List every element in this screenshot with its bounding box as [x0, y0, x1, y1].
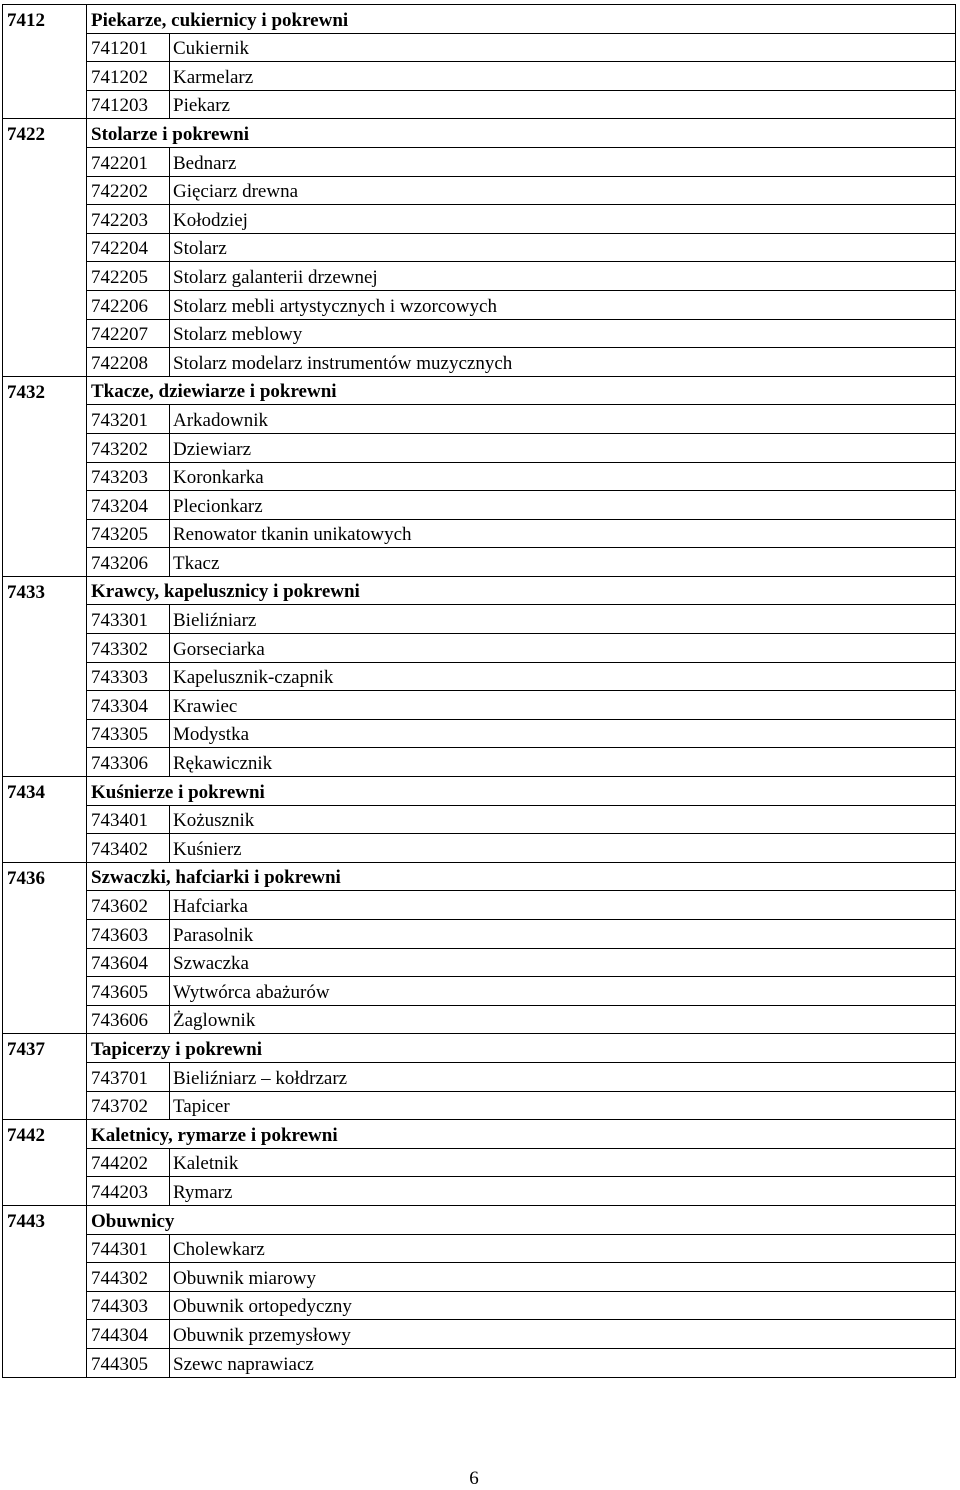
group-title: Tkacze, dziewiarze i pokrewni [87, 376, 956, 405]
occupation-name: Stolarz [170, 233, 956, 262]
group-row [3, 576, 956, 605]
group-spacer-cell [3, 805, 87, 834]
table-row [3, 348, 956, 377]
occupation-code: 743701 [87, 1062, 170, 1091]
table-row [3, 405, 956, 434]
occupation-name: Gięciarz drewna [170, 176, 956, 205]
group-spacer-cell [3, 548, 87, 577]
occupation-code: 741201 [87, 33, 170, 62]
group-code: 7433 [3, 576, 87, 605]
group-code: 7432 [3, 376, 87, 405]
table-row [3, 1005, 956, 1034]
table-row [3, 1062, 956, 1091]
occupation-code: 742207 [87, 319, 170, 348]
occupation-name: Krawiec [170, 691, 956, 720]
table-row [3, 1177, 956, 1206]
occupation-code: 742201 [87, 147, 170, 176]
table-row [3, 319, 956, 348]
table-row [3, 920, 956, 949]
table-row [3, 805, 956, 834]
occupation-name: Szewc naprawiacz [170, 1348, 956, 1377]
occupation-code: 743306 [87, 748, 170, 777]
occupation-code: 743302 [87, 634, 170, 663]
group-title: Krawcy, kapelusznicy i pokrewni [87, 576, 956, 605]
occupation-code: 741203 [87, 90, 170, 119]
group-spacer-cell [3, 1234, 87, 1263]
occupation-code: 744305 [87, 1348, 170, 1377]
group-row [3, 1205, 956, 1234]
group-spacer-cell [3, 834, 87, 863]
group-spacer-cell [3, 519, 87, 548]
group-spacer-cell [3, 948, 87, 977]
occupation-name: Obuwnik przemysłowy [170, 1320, 956, 1349]
occupation-name: Plecionkarz [170, 491, 956, 520]
table-row [3, 1091, 956, 1120]
group-code: 7443 [3, 1205, 87, 1234]
table-row [3, 605, 956, 634]
table-row [3, 90, 956, 119]
group-code: 7422 [3, 119, 87, 148]
occupation-code: 743602 [87, 891, 170, 920]
occupation-name: Renowator tkanin unikatowych [170, 519, 956, 548]
table-row [3, 1234, 956, 1263]
table-row [3, 948, 956, 977]
occupation-code: 743204 [87, 491, 170, 520]
group-spacer-cell [3, 1148, 87, 1177]
occupation-code: 742202 [87, 176, 170, 205]
occupation-name: Kożusznik [170, 805, 956, 834]
occupation-code: 742206 [87, 290, 170, 319]
occupation-code: 744302 [87, 1263, 170, 1292]
group-row [3, 5, 956, 34]
occupation-name: Karmelarz [170, 62, 956, 91]
occupation-code: 744301 [87, 1234, 170, 1263]
group-spacer-cell [3, 891, 87, 920]
table-row [3, 491, 956, 520]
group-code: 7442 [3, 1120, 87, 1149]
occupation-name: Stolarz galanterii drzewnej [170, 262, 956, 291]
table-row [3, 205, 956, 234]
occupation-name: Obuwnik miarowy [170, 1263, 956, 1292]
table-row [3, 719, 956, 748]
group-title: Kuśnierze i pokrewni [87, 777, 956, 806]
group-spacer-cell [3, 691, 87, 720]
group-row [3, 1034, 956, 1063]
table-row [3, 62, 956, 91]
occupation-name: Stolarz mebli artystycznych i wzorcowych [170, 290, 956, 319]
group-spacer-cell [3, 634, 87, 663]
occupation-code: 743305 [87, 719, 170, 748]
group-row [3, 777, 956, 806]
occupation-name: Kołodziej [170, 205, 956, 234]
occupation-code: 743206 [87, 548, 170, 577]
group-spacer-cell [3, 977, 87, 1006]
occupation-code: 743401 [87, 805, 170, 834]
occupation-name: Piekarz [170, 90, 956, 119]
table-row [3, 433, 956, 462]
table-row [3, 891, 956, 920]
table-row [3, 1148, 956, 1177]
group-spacer-cell [3, 233, 87, 262]
occupation-code: 743304 [87, 691, 170, 720]
group-code: 7434 [3, 777, 87, 806]
group-spacer-cell [3, 205, 87, 234]
group-spacer-cell [3, 147, 87, 176]
group-spacer-cell [3, 491, 87, 520]
occupation-name: Tkacz [170, 548, 956, 577]
group-spacer-cell [3, 1348, 87, 1377]
occupation-name: Arkadownik [170, 405, 956, 434]
group-spacer-cell [3, 90, 87, 119]
occupation-name: Bednarz [170, 147, 956, 176]
occupation-code: 742205 [87, 262, 170, 291]
group-row [3, 376, 956, 405]
table-row [3, 834, 956, 863]
group-title: Obuwnicy [87, 1205, 956, 1234]
occupation-code: 744303 [87, 1291, 170, 1320]
group-spacer-cell [3, 1263, 87, 1292]
group-spacer-cell [3, 33, 87, 62]
group-row [3, 862, 956, 891]
group-title: Tapicerzy i pokrewni [87, 1034, 956, 1063]
group-code: 7436 [3, 862, 87, 891]
occupation-name: Modystka [170, 719, 956, 748]
group-spacer-cell [3, 1320, 87, 1349]
group-title: Kaletnicy, rymarze i pokrewni [87, 1120, 956, 1149]
group-spacer-cell [3, 262, 87, 291]
occupation-code: 742203 [87, 205, 170, 234]
occupation-code: 743203 [87, 462, 170, 491]
occupation-code: 743603 [87, 920, 170, 949]
group-spacer-cell [3, 748, 87, 777]
group-spacer-cell [3, 405, 87, 434]
group-spacer-cell [3, 433, 87, 462]
occupation-code: 743702 [87, 1091, 170, 1120]
occupation-code: 744202 [87, 1148, 170, 1177]
occupation-name: Hafciarka [170, 891, 956, 920]
occupation-name: Obuwnik ortopedyczny [170, 1291, 956, 1320]
occupation-code: 743606 [87, 1005, 170, 1034]
group-spacer-cell [3, 719, 87, 748]
group-spacer-cell [3, 605, 87, 634]
occupation-code: 743605 [87, 977, 170, 1006]
group-title: Stolarze i pokrewni [87, 119, 956, 148]
table-row [3, 519, 956, 548]
group-spacer-cell [3, 1062, 87, 1091]
table-row [3, 233, 956, 262]
table-row [3, 977, 956, 1006]
occupation-name: Szwaczka [170, 948, 956, 977]
table-row [3, 262, 956, 291]
occupation-name: Rymarz [170, 1177, 956, 1206]
group-spacer-cell [3, 462, 87, 491]
occupation-code: 742208 [87, 348, 170, 377]
occupation-name: Żaglownik [170, 1005, 956, 1034]
group-spacer-cell [3, 290, 87, 319]
table-row [3, 147, 956, 176]
occupation-name: Stolarz meblowy [170, 319, 956, 348]
occupation-name: Kuśnierz [170, 834, 956, 863]
group-row [3, 119, 956, 148]
occupation-code: 741202 [87, 62, 170, 91]
table-row [3, 691, 956, 720]
table-row [3, 1263, 956, 1292]
table-row [3, 1291, 956, 1320]
occupation-code: 744203 [87, 1177, 170, 1206]
occupation-name: Tapicer [170, 1091, 956, 1120]
occupation-code: 743303 [87, 662, 170, 691]
table-row [3, 176, 956, 205]
occupation-name: Dziewiarz [170, 433, 956, 462]
group-title: Piekarze, cukiernicy i pokrewni [87, 5, 956, 34]
table-row [3, 634, 956, 663]
occupation-code: 743301 [87, 605, 170, 634]
group-code: 7437 [3, 1034, 87, 1063]
table-row [3, 1348, 956, 1377]
occupation-name: Rękawicznik [170, 748, 956, 777]
group-spacer-cell [3, 920, 87, 949]
occupation-name: Bieliźniarz – kołdrzarz [170, 1062, 956, 1091]
occupation-name: Wytwórca abażurów [170, 977, 956, 1006]
occupation-name: Gorseciarka [170, 634, 956, 663]
table-row [3, 33, 956, 62]
occupation-code: 744304 [87, 1320, 170, 1349]
occupation-name: Kapelusznik-czapnik [170, 662, 956, 691]
occupation-name: Cukiernik [170, 33, 956, 62]
group-code: 7412 [3, 5, 87, 34]
occupation-code: 743402 [87, 834, 170, 863]
table-body [3, 5, 956, 1378]
occupation-code: 743202 [87, 433, 170, 462]
occupation-name: Bieliźniarz [170, 605, 956, 634]
table-row [3, 748, 956, 777]
group-spacer-cell [3, 1177, 87, 1206]
group-row [3, 1120, 956, 1149]
group-spacer-cell [3, 1291, 87, 1320]
group-spacer-cell [3, 176, 87, 205]
group-spacer-cell [3, 348, 87, 377]
table-row [3, 1320, 956, 1349]
group-spacer-cell [3, 62, 87, 91]
group-spacer-cell [3, 1005, 87, 1034]
occupation-code: 743201 [87, 405, 170, 434]
page-number: 6 [469, 1468, 479, 1489]
occupation-code: 743205 [87, 519, 170, 548]
occupation-name: Kaletnik [170, 1148, 956, 1177]
group-title: Szwaczki, hafciarki i pokrewni [87, 862, 956, 891]
occupation-name: Cholewkarz [170, 1234, 956, 1263]
occupation-name: Koronkarka [170, 462, 956, 491]
table-row [3, 548, 956, 577]
occupation-code: 743604 [87, 948, 170, 977]
group-spacer-cell [3, 662, 87, 691]
table-row [3, 462, 956, 491]
group-spacer-cell [3, 319, 87, 348]
occupation-name: Stolarz modelarz instrumentów muzycznych [170, 348, 956, 377]
table-row [3, 290, 956, 319]
occupation-code: 742204 [87, 233, 170, 262]
table-row [3, 662, 956, 691]
group-spacer-cell [3, 1091, 87, 1120]
occupation-name: Parasolnik [170, 920, 956, 949]
occupation-classification-table [2, 4, 956, 1378]
